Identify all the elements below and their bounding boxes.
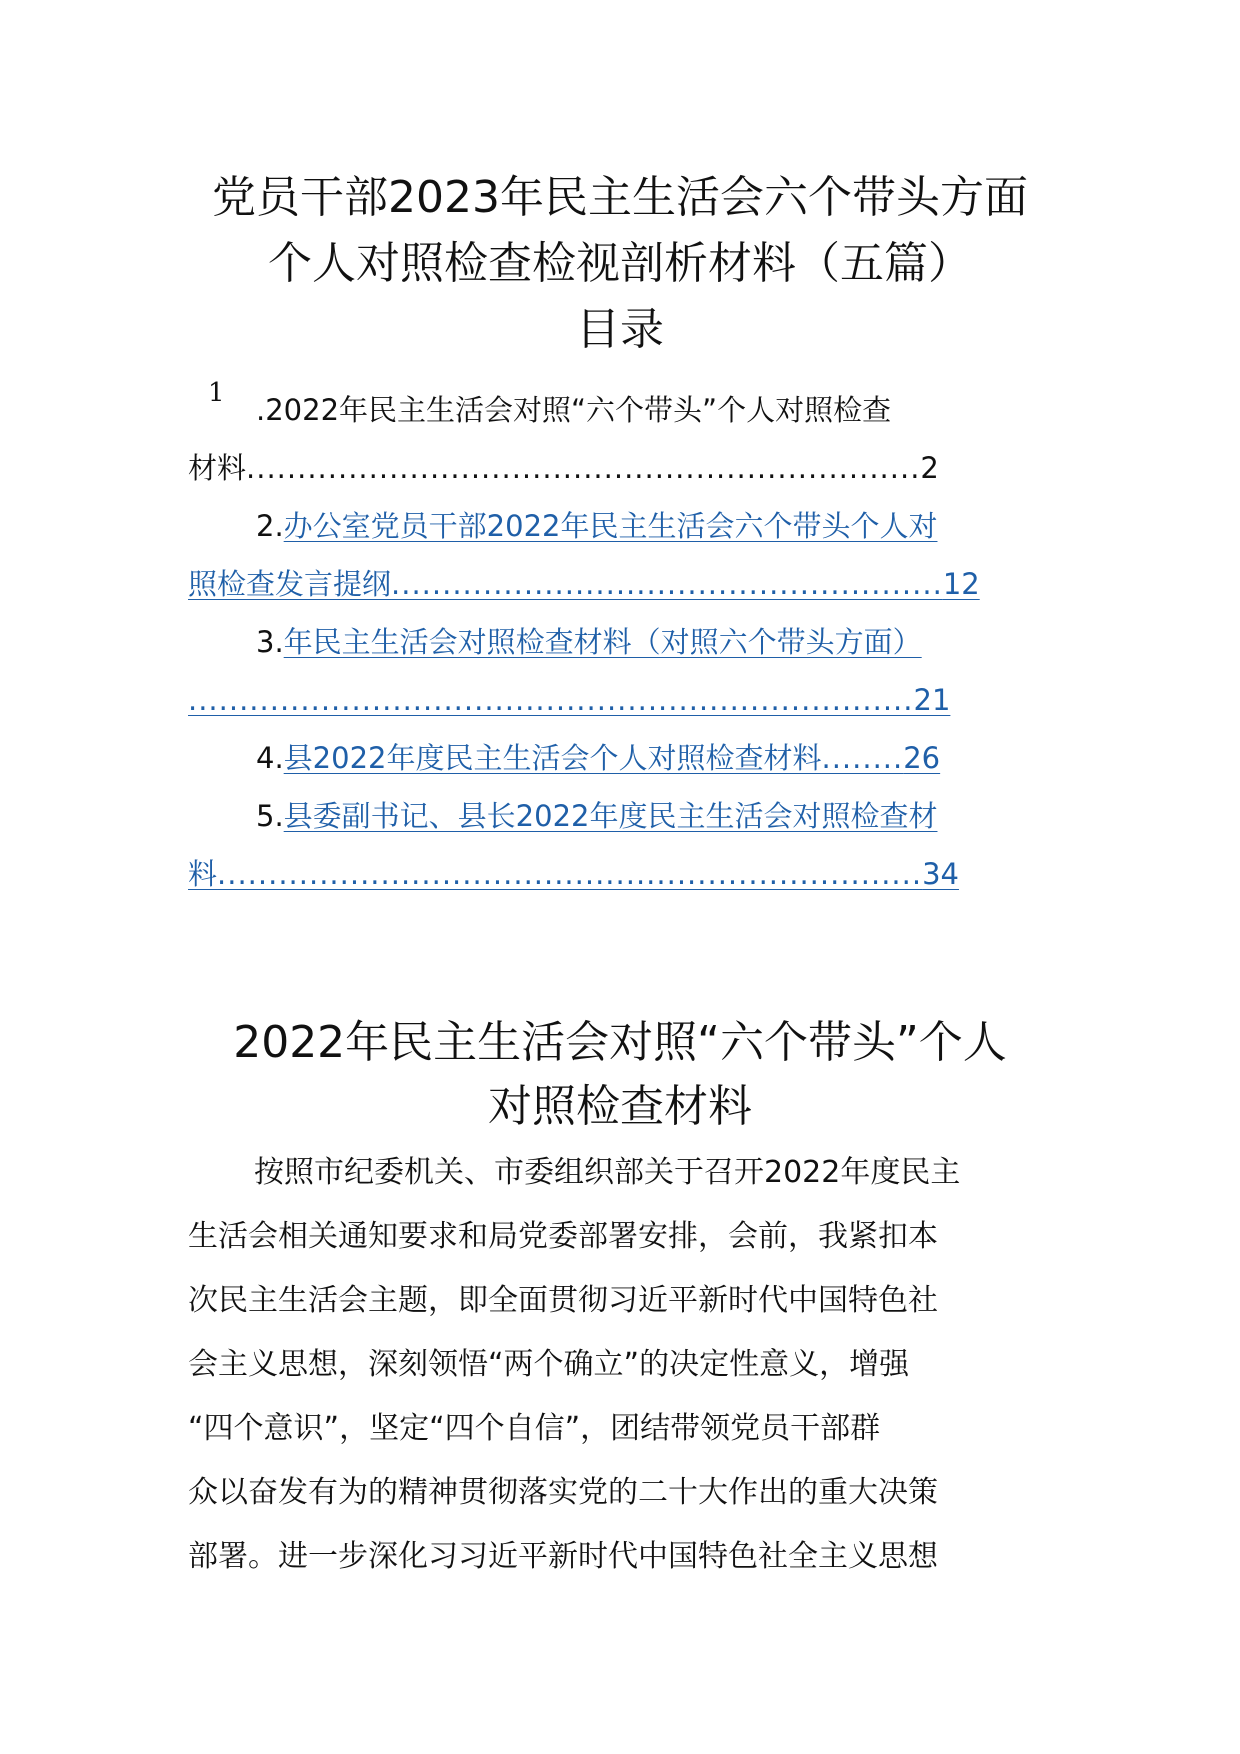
toc-marker: 1	[208, 378, 225, 408]
toc-leader-dots[interactable]: ......................................................	[391, 567, 943, 601]
body-paragraph-line: 次民主生活会主题，即全面贯彻习近平新时代中国特色社	[188, 1283, 938, 1318]
toc-entry-number: .	[256, 393, 266, 427]
toc-entry-number: 2.	[256, 509, 284, 543]
toc-entry-link[interactable]: 县委副书记、县长2022年度民主生活会对照检查材	[283, 799, 938, 833]
body-paragraph-line: 众以奋发有为的精神贯彻落实党的二十大作出的重大决策	[188, 1475, 938, 1510]
toc-page-number: 2	[920, 451, 939, 485]
section-title-line-1: 2022年民主生活会对照“六个带头”个人	[233, 1017, 1007, 1068]
toc-entry-2-line-1[interactable]	[188, 504, 1053, 548]
toc-entry-2-line-2[interactable]	[188, 562, 1053, 606]
toc-entry-title: 2022年民主生活会对照“六个带头”个人对照检查	[265, 393, 892, 427]
toc-entry-3-line-1[interactable]	[188, 620, 1053, 664]
toc-entry-number: 3.	[256, 625, 284, 659]
toc-page-number[interactable]: 26	[903, 741, 941, 775]
toc-entry-link[interactable]: 县2022年度民主生活会个人对照检查材料	[283, 741, 822, 775]
toc-entry-number: 5.	[256, 799, 284, 833]
toc-leader-dots[interactable]: .....................................................................	[217, 857, 923, 891]
toc-entry-1-line-1[interactable]	[188, 388, 1053, 432]
body-paragraph-line: 生活会相关通知要求和局党委部署安排，会前，我紧扣本	[188, 1219, 938, 1254]
body-paragraph-line: 按照市纪委机关、市委组织部关于召开2022年度民主	[254, 1155, 961, 1190]
toc-entry-link[interactable]: 年民主生活会对照检查材料（对照六个带头方面）	[283, 625, 922, 659]
body-paragraph-line: “四个意识”，坚定“四个自信”，团结带领党员干部群	[188, 1411, 881, 1446]
toc-entry-link-cont[interactable]: 照检查发言提纲	[188, 567, 392, 601]
toc-heading: 目录	[576, 304, 664, 355]
toc-entry-number: 4.	[256, 741, 284, 775]
toc-leader-dots: ..................................................................	[246, 451, 921, 485]
document-title-line-2: 个人对照检查检视剖析材料（五篇）	[268, 238, 972, 289]
toc-entry-4-line-1[interactable]	[188, 736, 1053, 780]
toc-leader-dots[interactable]: ........	[821, 741, 904, 775]
toc-page-number[interactable]: 34	[922, 857, 959, 891]
toc-page-number[interactable]: 21	[913, 683, 951, 717]
toc-entry-link-cont[interactable]: 料	[188, 857, 218, 891]
body-paragraph-line: 部署。进一步深化习习近平新时代中国特色社全主义思想	[188, 1539, 938, 1574]
section-title-line-2: 对照检查材料	[488, 1081, 752, 1132]
toc-page-number[interactable]: 12	[942, 567, 980, 601]
document-title-line-1: 党员干部2023年民主生活会六个带头方面	[212, 172, 1028, 223]
body-paragraph-line: 会主义思想，深刻领悟“两个确立”的决定性意义，增强	[188, 1347, 910, 1382]
toc-entry-link[interactable]: 办公室党员干部2022年民主生活会六个带头个人对	[283, 509, 938, 543]
toc-entry-5-line-1[interactable]	[188, 794, 1053, 838]
toc-entry-3-line-2[interactable]	[188, 678, 1053, 722]
toc-entry-title-cont: 材料	[188, 451, 247, 485]
toc-entry-1-line-2[interactable]	[188, 446, 1053, 490]
toc-leader-dots[interactable]: .......................................................................	[188, 683, 914, 717]
toc-entry-5-line-2[interactable]	[188, 852, 1053, 896]
